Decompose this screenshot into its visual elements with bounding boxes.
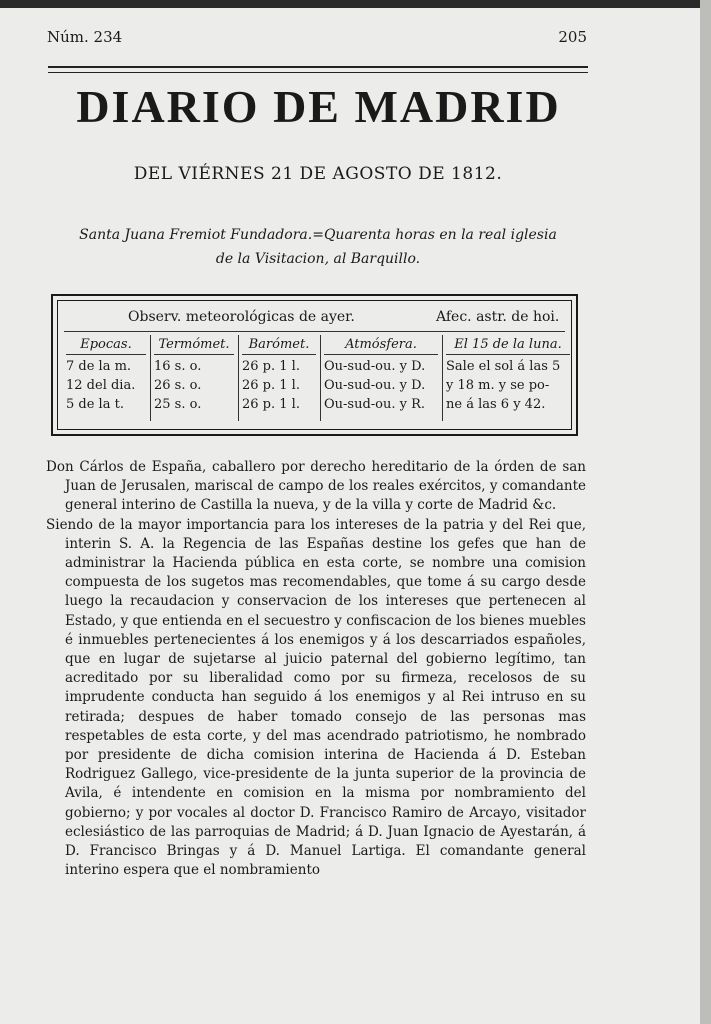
column-atmosfera — [324, 335, 438, 414]
page-number: 205 — [558, 28, 587, 46]
column-header: Barómet. — [242, 335, 316, 355]
column-header: Epocas. — [66, 335, 146, 355]
saints-line-2: de la Visitacion, al Barquillo. — [215, 251, 421, 267]
cell: 25 s. o. — [154, 397, 202, 412]
issue-number: Núm. 234 — [47, 28, 123, 46]
cell: Sale el sol á las 5 — [446, 359, 561, 374]
cell: Ou-sud-ou. y D. — [324, 378, 426, 393]
cell: 7 de la m. — [66, 359, 132, 374]
cell: 16 s. o. — [154, 359, 202, 374]
scan-top-border — [0, 0, 711, 8]
column-luna — [446, 335, 570, 414]
column-divider — [150, 335, 151, 421]
column-barometro — [242, 335, 316, 414]
issue-date: DEL VIÉRNES 21 DE AGOSTO DE 1812. — [133, 164, 503, 184]
column-divider — [320, 335, 321, 421]
article-body: Siendo de la mayor importancia para los intereses de la patria y del Rei que, interin S. A. la Regencia de las Españas destine los gefes que han de administrar la Hacienda pública en esta corte, se nombre una comision compuesta de los sugetos mas recomendables, que tome á su cargo desde luego la recaudacion y conservacion de los intereses que pertenecen al Estado, y que entienda en el secuestro y confiscacion de los bienes muebles é inmuebles pertenecientes á los enemigos y á los descarriados españoles, que en lugar de sujetarse al juicio paternal del gobierno legítimo, tan acreditado por su liberalidad como por su firmeza, recelosos de su imprudente conducta han seguido á los enemigos y al Rei intruso en su retirada; despues de haber tomado consejo de las personas mas respetables de esta corte, y del mas acendrado patriotismo, he nombrado por presidente de dicha comision interina de Hacienda á D. Esteban Rodriguez Gallego, vice-presidente de la junta superior de la provincia de Avila, é intendente en comision en la misma por nombramiento del gobierno; y por vocales al doctor D. Francisco Ramiro de Arcayo, visitador eclesiástico de las parroquias de Madrid; á D. Juan Ignacio de Ayestarán, á D. Francisco Bringas y á D. Manuel Lartiga. El comandante general interino espera que el nombramiento — [46, 516, 586, 879]
saints-notice — [48, 223, 588, 271]
column-header: El 15 de la luna. — [446, 335, 570, 355]
page-edge — [700, 0, 711, 1024]
cell: ne á las 6 y 42. — [446, 397, 546, 412]
weather-header-rule — [64, 331, 565, 332]
saints-line-1: Santa Juana Fremiot Fundadora.=Quarenta horas en la real iglesia — [79, 227, 557, 243]
header-rule — [48, 66, 588, 68]
cell: 26 p. 1 l. — [242, 359, 300, 374]
cell: 26 s. o. — [154, 378, 202, 393]
column-divider — [442, 335, 443, 421]
header-rule-thin — [48, 72, 588, 73]
cell: Ou-sud-ou. y D. — [324, 359, 426, 374]
observations-title: Observ. meteorológicas de ayer. — [128, 309, 355, 325]
cell: y 18 m. y se po- — [446, 378, 550, 393]
astronomy-title: Afec. astr. de hoi. — [436, 309, 560, 325]
cell: 26 p. 1 l. — [242, 397, 300, 412]
cell: Ou-sud-ou. y R. — [324, 397, 426, 412]
cell: 12 del dia. — [66, 378, 136, 393]
article-heading: Don Cárlos de España, caballero por derecho hereditario de la órden de san Juan de Jerusalen, mariscal de campo de los reales exércitos, y comandante general interino de Castilla la nueva, y de la villa y corte de Madrid &c. — [46, 459, 586, 514]
column-epocas — [66, 335, 146, 414]
weather-table — [51, 294, 578, 436]
column-header: Atmósfera. — [324, 335, 438, 355]
cell: 26 p. 1 l. — [242, 378, 300, 393]
column-divider — [238, 335, 239, 421]
masthead-title: DIARIO DE MADRID — [76, 81, 561, 132]
column-header: Termómet. — [154, 335, 234, 355]
cell: 5 de la t. — [66, 397, 124, 412]
article — [46, 458, 586, 880]
weather-table-inner — [57, 300, 572, 430]
column-termometro — [154, 335, 234, 414]
